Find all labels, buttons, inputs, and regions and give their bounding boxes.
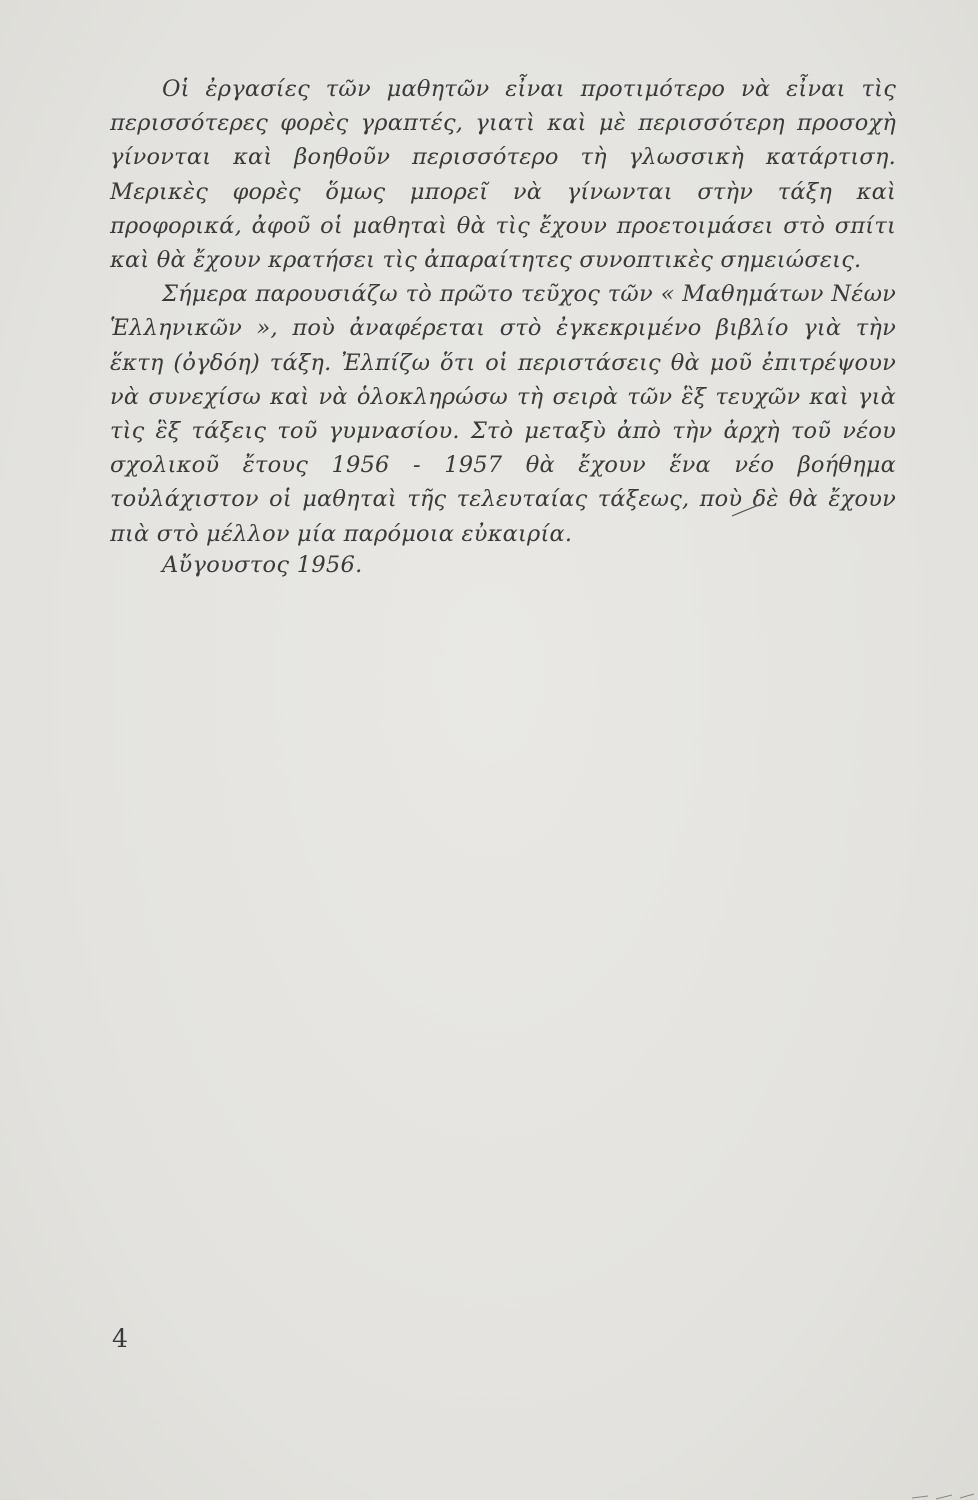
body-text <box>110 72 896 551</box>
pen-stroke-mark <box>728 500 768 520</box>
paragraph-2: Σήμερα παρουσιάζω τὸ πρῶτο τεῦχος τῶν « Μαθημάτων Νέων Ἑλληνικῶν », ποὺ ἀναφέρεται στὸ ἐγκεκριμένο βιβλίο γιὰ τὴν ἕκτη (ὀγδόη) τάξη. Ἐλπίζω ὅτι οἱ περιστάσεις θὰ μοῦ ἐπιτρέψουν νὰ συνεχίσω καὶ νὰ ὁλοκληρώσω τὴ σειρὰ τῶν ἓξ τευχῶν καὶ γιὰ τὶς ἓξ τάξεις τοῦ γυμνασίου. Στὸ μεταξὺ ἀπὸ τὴν ἀρχὴ τοῦ νέου σχολικοῦ ἔτους 1956 - 1957 θὰ ἔχουν ἕνα νέο βοήθημα τοὐλάχιστον οἱ μαθηταὶ τῆς τελευταίας τάξεως, ποὺ δὲ θὰ ἔχουν πιὰ στὸ μέλλον μία παρόμοια εὐκαιρία. <box>110 281 896 547</box>
date-signature: Αὔγουστος 1956. <box>162 552 363 578</box>
paragraph-1: Οἱ ἐργασίες τῶν μαθητῶν εἶναι προτιμότερο νὰ εἶναι τὶς περισσότερες φορὲς γραπτές, γιατὶ καὶ μὲ περισσότερη προσοχὴ γίνονται καὶ βοηθοῦν περισσότερο τὴ γλωσσικὴ κατάρτιση. Μερικὲς φορὲς ὅμως μπορεῖ νὰ γίνωνται στὴν τάξη καὶ προφορικά, ἀφοῦ οἱ μαθηταὶ θὰ τὶς ἔχουν προετοιμάσει στὸ σπίτι καὶ θὰ ἔχουν κρατήσει τὶς ἀπαραίτητες συνοπτικὲς σημειώσεις. <box>110 76 896 274</box>
page-number: 4 <box>112 1324 128 1353</box>
scan-corner-mark <box>908 1490 978 1500</box>
